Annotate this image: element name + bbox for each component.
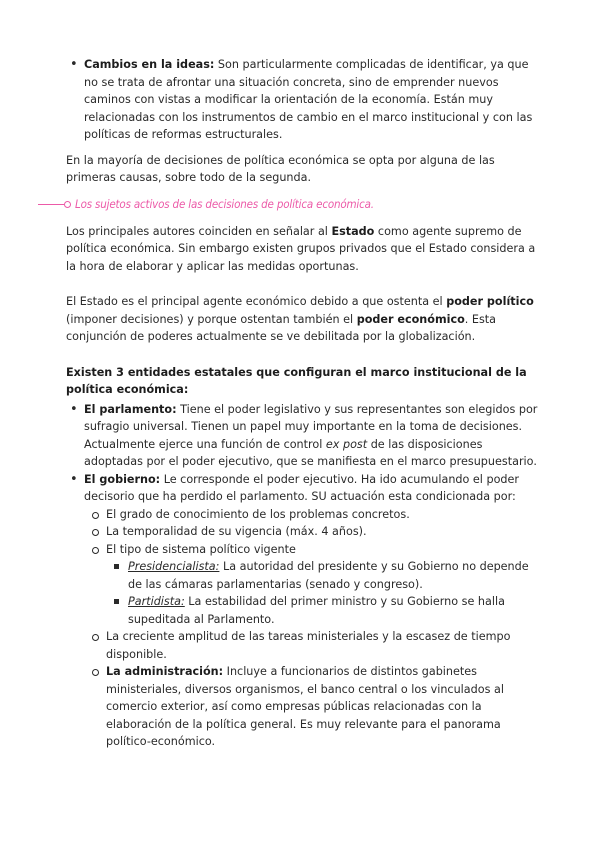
sistema-sublist: [106, 558, 542, 628]
document-body: [66, 56, 542, 751]
bold-heading-entidades: Existen 3 entidades estatales que configuran el marco institucional de la política económica:: [66, 365, 527, 396]
sublist-item-partidista: Partidista: La estabilidad del primer ministro y su Gobierno se halla supeditada al Parlamento.: [106, 593, 542, 628]
sublist-item: La creciente amplitud de las tareas ministeriales y la escasez de tiempo disponible.: [84, 628, 542, 663]
sublist-item: La temporalidad de su vigencia (máx. 4 años).: [84, 523, 542, 541]
heading-line-decoration: [38, 204, 64, 205]
list-item-parlamento: • El parlamento: Tiene el poder legislativo y sus representantes son elegidos por sufragio universal. Tienen un papel muy importante en la toma de decisiones. Actualmente ejerce una función de control ex post de las disposiciones adoptadas por el poder ejecutivo, que se manifiesta en el marco presupuestario.: [66, 401, 542, 471]
paragraph-causas: En la mayoría de decisiones de política económica se opta por alguna de las primeras causas, sobre todo de la segunda.: [66, 153, 495, 184]
paragraph-estado-agente: Los principales autores coinciden en señalar al Estado como agente supremo de política económica. Sin embargo existen grupos privados que el Estado considera a la hora de elaborar y aplicar las medidas oportunas.: [66, 224, 536, 273]
section-heading: [38, 195, 542, 215]
heading-circle-icon: [64, 201, 71, 208]
paragraph-poderes: El Estado es el principal agente económico debido a que ostenta el poder político (imponer decisiones) y porque ostentan también el poder económico. Esta conjunción de poderes actualmente se ve debilitada por la globalización.: [66, 295, 534, 343]
sublist-item-sistema: El tipo de sistema político vigente Presidencialista: La autoridad del presidente y su Gobierno no depende de las cámaras parlamentarias (senado y congreso). Partidista: La estabilidad del primer ministro y su Gobierno se halla supeditada al Parlamento.: [84, 541, 542, 629]
list-item-cambios-ideas: • Cambios en la ideas: Son particularmente complicadas de identificar, ya que no se trata de afrontar una situación concreta, sino de emprender nuevos caminos con vistas a modificar la orientación de la economía. Están muy relacionadas con los instrumentos de cambio en el marco institucional y con las políticas de reformas estructurales.: [66, 56, 542, 144]
sublist-item-administracion: La administración: Incluye a funcionarios de distintos gabinetes ministeriales, diversos organismos, el banco central o los vinculados al comercio exterior, así como empresas públicas relacionadas con la elaboración de la política general. Es muy relevante para el panorama político-económico.: [84, 663, 542, 751]
gobierno-sublist: [84, 506, 542, 751]
list-item-gobierno: • El gobierno: Le corresponde el poder ejecutivo. Ha ido acumulando el poder decisorio que ha perdido el parlamento. SU actuación esta condicionada por: El grado de conocimiento de los problemas concretos. La temporalidad de su vigencia (máx. 4 años). El tipo de sistema político vigente Presidencialista: La autoridad del presidente y su Gobierno no depende de las cámaras parlamentarias (senado y congreso). Partidista: La estabilidad del primer ministro y su Gobierno se halla supeditada al Parlamento. La creciente amplitud de las tareas ministeriales y la escasez de tiempo disponible. La administración: Incluye a funcionarios de distintos gabinetes ministeriales, diversos organismos, el banco central o los vinculados al comercio exterior, así como empresas públicas relacionadas con la elaboración de la política general. Es muy relevante para el panorama político-económico.: [66, 471, 542, 751]
entidades-list: [66, 401, 542, 751]
ideas-list: [66, 56, 542, 144]
section-title: Los sujetos activos de las decisiones de política económica.: [75, 196, 374, 211]
sublist-item: El grado de conocimiento de los problemas concretos.: [84, 506, 542, 524]
sublist-item-presidencialista: Presidencialista: La autoridad del presidente y su Gobierno no depende de las cámaras parlamentarias (senado y congreso).: [106, 558, 542, 593]
